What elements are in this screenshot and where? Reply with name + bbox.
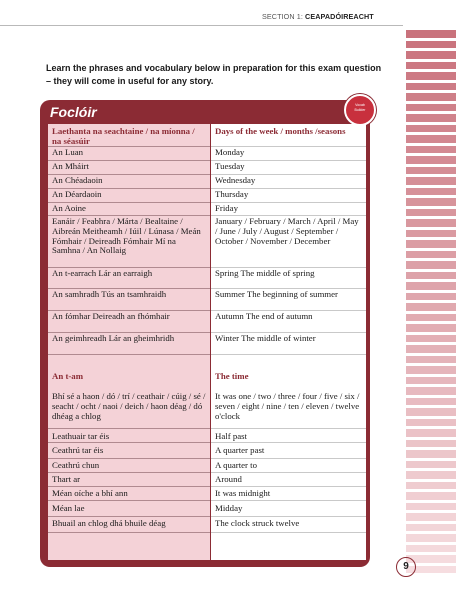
left-vocab-cell: Méan oíche a bhí ann — [52, 488, 128, 498]
box-title: Foclóir — [50, 104, 97, 120]
left-vocab-cell: Thart ar — [52, 474, 81, 484]
badge-line2: Builder — [354, 108, 366, 112]
right-vocab-cell: It was one / two / three / four / five / six / seven / eight / nine / ten / eleven / twelve o'clock — [215, 391, 360, 421]
right-vocab-cell: A quarter to — [215, 460, 258, 470]
row-divider — [211, 428, 366, 429]
right-vocab-cell: Winter The middle of winter — [215, 333, 316, 343]
left-column-heading: An t-am — [52, 371, 84, 381]
stripe — [406, 461, 456, 469]
right-vocab-cell: Around — [215, 474, 242, 484]
stripe — [406, 314, 456, 322]
stripe — [406, 377, 456, 385]
right-vocab-cell: It was midnight — [215, 488, 271, 498]
right-vocab-cell: A quarter past — [215, 445, 265, 455]
row-divider — [48, 532, 210, 533]
stripe — [406, 387, 456, 395]
header-divider — [0, 25, 403, 26]
stripe — [406, 534, 456, 542]
stripe — [406, 188, 456, 196]
left-vocab-cell: An geimhreadh Lár an gheimhridh — [52, 333, 175, 343]
stripe — [406, 398, 456, 406]
left-vocab-cell: Leathuair tar éis — [52, 431, 110, 441]
stripe — [406, 545, 456, 553]
stripe — [406, 440, 456, 448]
stripe — [406, 282, 456, 290]
row-divider — [48, 500, 210, 501]
left-vocab-cell: An Aoine — [52, 203, 86, 213]
stripe — [406, 482, 456, 490]
right-vocab-cell: Monday — [215, 147, 245, 157]
right-vocab-cell: Spring The middle of spring — [215, 268, 315, 278]
vocab-builder-badge — [344, 94, 376, 126]
left-vocab-cell: Ceathrú tar éis — [52, 445, 104, 455]
stripe — [406, 198, 456, 206]
right-column-heading: Days of the week / months /seasons — [215, 126, 346, 136]
section-title: CEAPADÓIREACHT — [305, 12, 374, 21]
left-vocab-cell: Bhí sé a haon / dó / trí / ceathair / cúig / sé / seacht / ocht / naoi / deich / haon déag / dó dhéag a chlog — [52, 391, 206, 421]
right-vocab-cell: Thursday — [215, 189, 249, 199]
left-vocab-cell: An Déardaoin — [52, 189, 102, 199]
stripe — [406, 503, 456, 511]
left-vocab-cell: An samhradh Tús an tsamhraidh — [52, 289, 167, 299]
intro-text: Learn the phrases and vocabulary below in preparation for this exam question – they will come in useful for any story. — [46, 63, 382, 86]
stripe — [406, 240, 456, 248]
stripe — [406, 167, 456, 175]
stripe — [406, 83, 456, 91]
badge-line1: Vocab — [355, 103, 365, 107]
page-number: 9 — [396, 557, 416, 577]
english-column — [211, 124, 366, 560]
stripe — [406, 419, 456, 427]
row-divider — [211, 532, 366, 533]
stripe — [406, 62, 456, 70]
left-vocab-cell: Bhuail an chlog dhá bhuile déag — [52, 518, 166, 528]
left-vocab-cell: Eanáir / Feabhra / Márta / Bealtaine / Aibreán Meitheamh / Iúil / Lúnasa / Meán Fómhair / Deireadh Fómhair Mí na Samhna / An Nollaig — [52, 216, 201, 256]
stripe — [406, 177, 456, 185]
stripe — [406, 492, 456, 500]
right-vocab-cell: Half past — [215, 431, 248, 441]
left-vocab-cell: An t-earrach Lár an earraigh — [52, 268, 153, 278]
stripe — [406, 471, 456, 479]
right-vocab-cell: Summer The beginning of summer — [215, 289, 338, 299]
section-header — [262, 12, 397, 24]
stripe — [406, 272, 456, 280]
stripe — [406, 345, 456, 353]
row-divider — [48, 486, 210, 487]
stripe — [406, 356, 456, 364]
stripe — [406, 429, 456, 437]
stripe — [406, 146, 456, 154]
stripe — [406, 251, 456, 259]
stripe — [406, 125, 456, 133]
right-vocab-cell: Friday — [215, 203, 238, 213]
row-divider — [48, 442, 210, 443]
stripe — [406, 72, 456, 80]
irish-column — [48, 124, 210, 560]
row-divider — [48, 516, 210, 517]
stripe — [406, 209, 456, 217]
row-divider — [211, 354, 366, 355]
row-divider — [211, 500, 366, 501]
row-divider — [48, 354, 210, 355]
stripe — [406, 335, 456, 343]
left-vocab-cell: Méan lae — [52, 503, 85, 513]
stripe — [406, 114, 456, 122]
stripe — [406, 230, 456, 238]
right-vocab-cell: Wednesday — [215, 175, 256, 185]
right-vocab-cell: January / February / March / April / May / June / July / August / September / October / November / December — [215, 216, 359, 246]
left-vocab-cell: An Chéadaoin — [52, 175, 103, 185]
right-vocab-cell: Autumn The end of autumn — [215, 311, 313, 321]
stripe — [406, 104, 456, 112]
row-divider — [48, 428, 210, 429]
row-divider — [211, 442, 366, 443]
stripe — [406, 30, 456, 38]
right-vocab-cell: Midday — [215, 503, 243, 513]
row-divider — [48, 472, 210, 473]
decorative-stripes — [406, 30, 456, 576]
row-divider — [211, 486, 366, 487]
stripe — [406, 93, 456, 101]
stripe — [406, 41, 456, 49]
left-vocab-cell: Ceathrú chun — [52, 460, 100, 470]
stripe — [406, 366, 456, 374]
stripe — [406, 513, 456, 521]
left-vocab-cell: An Luan — [52, 147, 84, 157]
right-vocab-cell: The clock struck twelve — [215, 518, 300, 528]
section-label: SECTION 1: — [262, 12, 306, 21]
vocab-box — [40, 100, 370, 567]
left-vocab-cell: An fómhar Deireadh an fhómhair — [52, 311, 170, 321]
stripe — [406, 51, 456, 59]
left-column-heading: Laethanta na seachtaine / na míonna / na séasúir — [52, 126, 195, 146]
stripe — [406, 408, 456, 416]
right-column-heading: The time — [215, 371, 249, 381]
row-divider — [211, 458, 366, 459]
stripe — [406, 261, 456, 269]
stripe — [406, 135, 456, 143]
stripe — [406, 156, 456, 164]
stripe — [406, 324, 456, 332]
stripe — [406, 303, 456, 311]
row-divider — [48, 458, 210, 459]
row-divider — [211, 516, 366, 517]
stripe — [406, 524, 456, 532]
stripe — [406, 293, 456, 301]
left-vocab-cell: An Mháirt — [52, 161, 89, 171]
right-vocab-cell: Tuesday — [215, 161, 245, 171]
row-divider — [211, 472, 366, 473]
stripe — [406, 219, 456, 227]
stripe — [406, 450, 456, 458]
